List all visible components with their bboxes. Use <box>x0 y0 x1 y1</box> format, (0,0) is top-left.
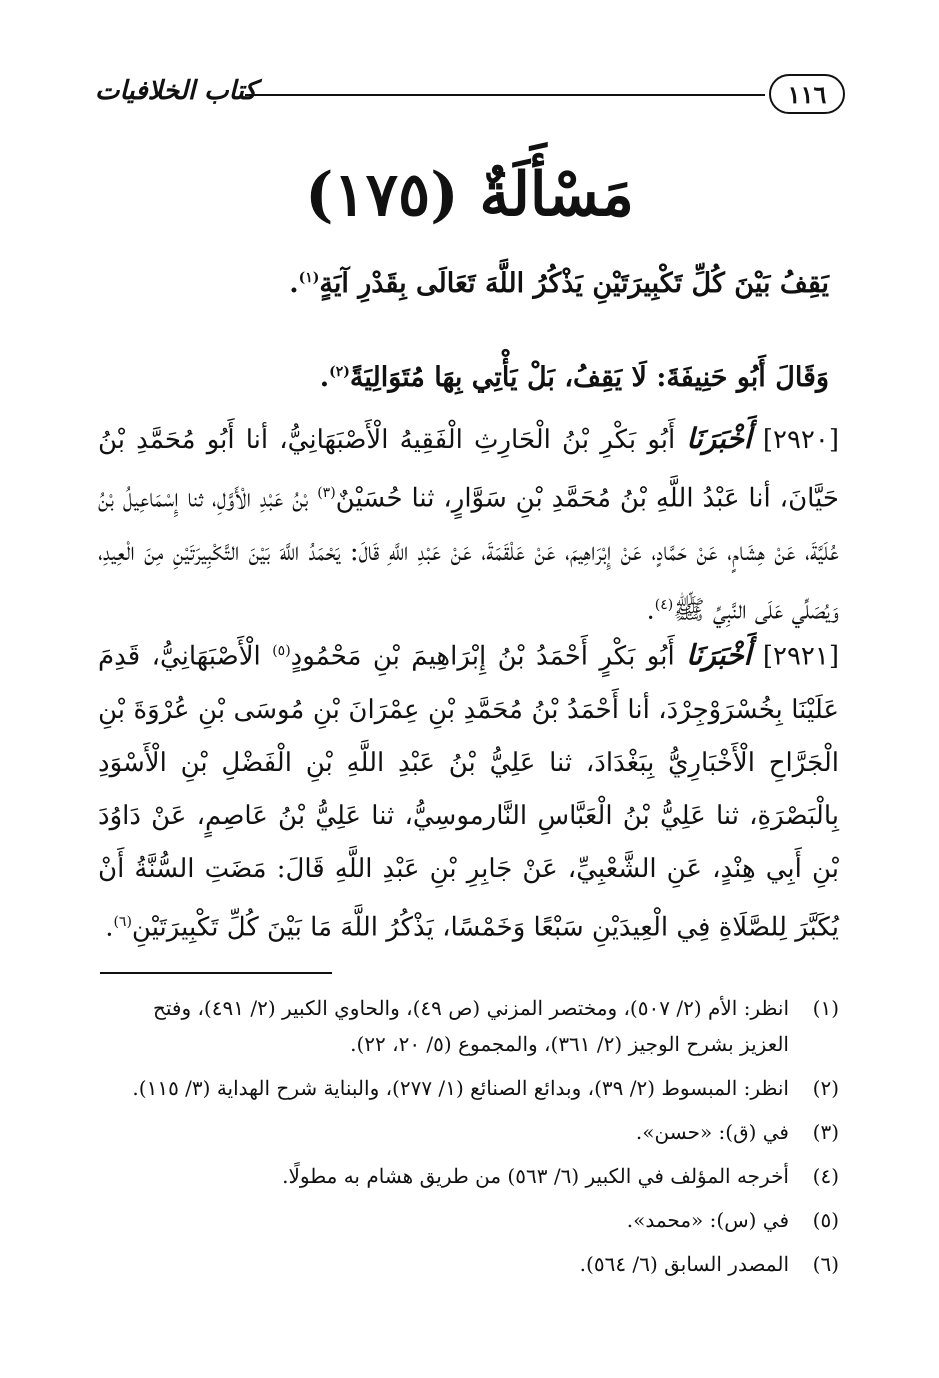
hadith-text: أَبُو بَكْرٍ أَحْمَدُ بْنُ إِبْرَاهِيمَ بْنِ مَحْمُودٍ <box>290 641 675 672</box>
hadith-end: . <box>646 595 655 626</box>
footnote-item <box>98 1158 839 1194</box>
hadith-text-cont: الْأَصْبَهَانِيُّ، قَدِمَ عَلَيْنَا بِخُسْرَوْجِرْدَ، أنا أَحْمَدُ بْنُ مُحَمَّدِ بْنِ عِمْرَانَ بْنِ مُوسَى بْنِ عُرْوَةَ بْنِ الْجَرَّاحِ الْأَخْبَارِيُّ بِبَغْدَادَ، ثنا عَلِيُّ بْنُ عَبْدِ اللَّهِ بْنِ الْفَضْلِ بْنِ الْأَسْوَدِ بِالْبَصْرَةِ، ثنا عَلِيُّ بْنُ الْعَبَّاسِ النَّارموسِيُّ، ثنا عَلِيُّ بْنُ عَاصِمٍ، عَنْ دَاوُدَ بْنِ أَبِي هِنْدٍ، عَنِ الشَّعْبِيِّ، عَنْ جَابِرِ بْنِ عَبْدِ اللَّهِ قَالَ: مَضَتِ السُّنَّةُ أَنْ يُكَبَّرَ لِلصَّلَاةِ فِي الْعِيدَيْنِ سَبْعًا وَخَمْسًا، يَذْكُرُ اللَّهَ مَا بَيْنَ كُلِّ تَكْبِيرَتَيْنِ <box>98 641 839 943</box>
footnote-item <box>98 1246 839 1282</box>
hadith-paragraph-2921 <box>98 625 839 954</box>
footnote-ref-1: (١) <box>298 270 320 286</box>
hanafi-end: . <box>319 362 330 393</box>
footnote-number: (٣) <box>812 1120 839 1144</box>
page-number: ١١٦ <box>787 79 827 109</box>
hanafi-view <box>90 362 829 393</box>
footnote-text: المصدر السابق (٦/ ٥٦٤). <box>579 1252 789 1276</box>
page-number-badge <box>769 74 845 114</box>
hadith-text-cont: بْنُ عَبْدِ الْأَوَّلِ، ثنا إِسْمَاعِيلُ بْنُ عُلَيَّةَ، عَنْ هِشَامٍ، عَنْ حَمَّادٍ، عَنْ إِبْرَاهِيمَ، عَنْ عَلْقَمَةَ، عَنْ عَبْدِ اللَّهِ قَالَ: يَحْمَدُ اللَّهَ بَيْنَ التَّكْبِيرَتَيْنِ مِنَ الْعِيدِ، وَيُصَلِّي عَلَى النَّبِيِّ ﷺ <box>98 483 839 626</box>
page-header <box>95 72 845 116</box>
statement-text: يَقِفُ بَيْنَ كُلِّ تَكْبِيرَتَيْنِ يَذْكُرُ اللَّهَ تَعَالَى بِقَدْرِ آيَةٍ <box>319 268 829 299</box>
hadith-paragraph-2920 <box>98 412 839 637</box>
hanafi-text: وَقَالَ أَبُو حَنِيفَةَ: لَا يَقِفُ، بَلْ يَأْتِي بِهَا مُتَوَالِيَةً <box>349 362 829 393</box>
statement-end: . <box>289 268 299 299</box>
hadith-end: . <box>105 912 114 943</box>
footnote-item <box>98 1114 839 1150</box>
footnote-item <box>98 990 839 1062</box>
footnote-ref-6: (٦) <box>113 913 132 930</box>
hadith-number: [٢٩٢١] <box>762 641 840 672</box>
footnote-text: في (ق): «حسن». <box>635 1120 789 1144</box>
footnote-number: (١) <box>812 996 839 1020</box>
footnote-ref-4: (٤) <box>654 596 674 613</box>
book-title: كتاب الخلافيات <box>95 76 257 106</box>
footnote-item <box>98 1202 839 1238</box>
footnote-number: (٥) <box>812 1208 839 1232</box>
footnote-separator <box>100 972 332 974</box>
footnotes <box>98 990 839 1282</box>
hadith-text: أَبُو بَكْرِ بْنُ الْحَارِثِ الْفَقِيهُ الْأَصْبَهَانِيُّ، أنا أَبُو مُحَمَّدِ بْنُ حَيَّانَ، أنا عَبْدُ اللَّهِ بْنُ مُحَمَّدِ بْنِ سَوَّارٍ، ثنا حُسَيْنٌ <box>98 425 839 514</box>
footnote-number: (٢) <box>812 1076 839 1100</box>
footnote-ref-5: (٥) <box>272 643 291 659</box>
footnote-number: (٦) <box>812 1252 839 1276</box>
issue-title: مَسْأَلَةٌ (١٧٥) <box>305 160 634 230</box>
footnote-text: انظر: الأم (٢/ ٥٠٧)، ومختصر المزني (ص ٤٩)، والحاوي الكبير (٢/ ٤٩١)، وفتح العزيز بشرح الوجيز (٢/ ٣٦١)، والمجموع (٥/ ٢٠، ٢٢). <box>152 996 789 1056</box>
footnote-text: في (س): «محمد». <box>626 1208 789 1232</box>
akhbarana-label: أَخْبَرَنَا <box>686 422 752 455</box>
footnote-ref-3: (٣) <box>317 485 336 501</box>
footnote-ref-2: (٢) <box>329 364 350 380</box>
hadith-number: [٢٩٢٠] <box>762 425 840 455</box>
header-rule <box>245 94 765 96</box>
footnote-number: (٤) <box>812 1164 839 1188</box>
footnote-item <box>98 1070 839 1106</box>
issue-statement <box>90 268 829 299</box>
akhbarana-label: أَخْبَرَنَا <box>686 638 752 672</box>
footnote-text: أخرجه المؤلف في الكبير (٦/ ٥٦٣) من طريق هشام به مطولًا. <box>282 1164 789 1188</box>
footnote-text: انظر: المبسوط (٢/ ٣٩)، وبدائع الصنائع (١/ ٢٧٧)، والبناية شرح الهداية (٣/ ١١٥). <box>132 1076 789 1100</box>
